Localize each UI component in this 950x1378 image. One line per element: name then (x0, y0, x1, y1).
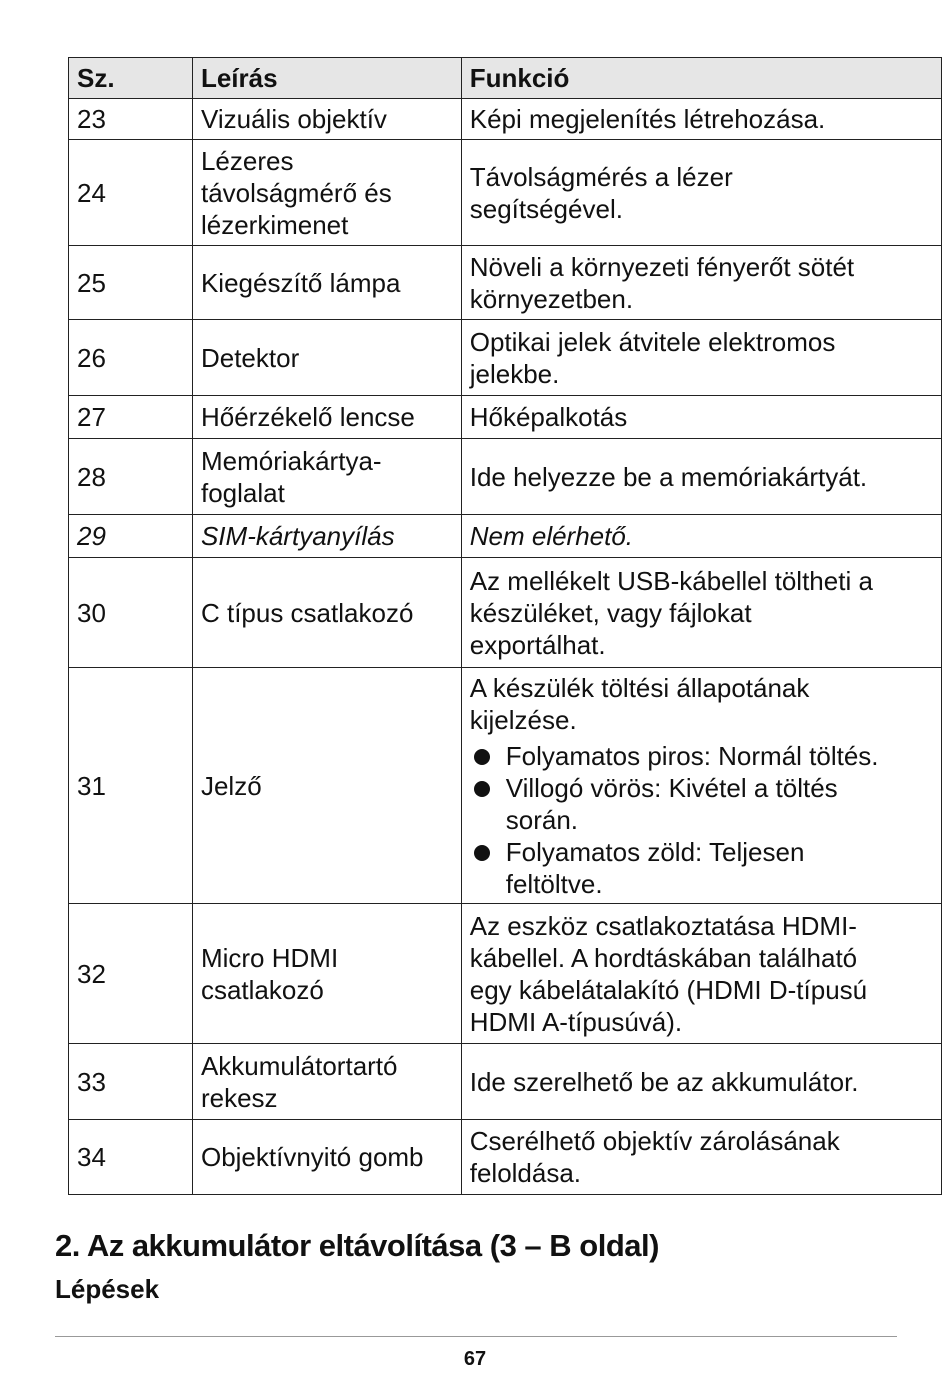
cell-number: 32 (69, 904, 193, 1044)
list-item-line: Folyamatos zöld: Teljesen (505, 836, 805, 867)
cell-number: 27 (69, 396, 193, 439)
description-line: Micro HDMI (200, 942, 339, 973)
function-line: kijelzése. (469, 704, 577, 735)
description-line: Vizuális objektív (200, 104, 387, 134)
function-line: Ide szerelhető be az akkumulátor. (469, 1066, 859, 1097)
description-line: csatlakozó (200, 974, 324, 1005)
table-row (69, 668, 942, 904)
function-line: környezetben. (469, 283, 634, 314)
description-line: távolságmérő és (200, 177, 392, 208)
function-line: HDMI A-típusúvá). (469, 1006, 683, 1037)
description-line: C típus csatlakozó (200, 597, 414, 628)
table-row (69, 99, 942, 140)
description-line: Kiegészítő lámpa (200, 267, 401, 298)
description-line: Lézeres (200, 145, 294, 176)
function-line: jelekbe. (469, 358, 560, 389)
table-row (69, 246, 942, 320)
function-line: Távolságmérés a lézer (469, 161, 733, 192)
function-line: készüléket, vagy fájlokat (469, 597, 752, 628)
description-line: Detektor (200, 342, 300, 373)
table-row (69, 558, 942, 668)
cell-description (192, 396, 461, 439)
cell-function (461, 558, 941, 668)
cell-number: 28 (69, 439, 193, 515)
cell-number: 23 (69, 99, 193, 140)
cell-number: 31 (69, 668, 193, 904)
cell-description (192, 140, 461, 246)
description-line: Objektívnyitó gomb (200, 1142, 424, 1172)
cell-function (461, 515, 941, 558)
cell-number: 25 (69, 246, 193, 320)
cell-function (461, 439, 941, 515)
cell-description (192, 668, 461, 904)
function-line: Nem elérhető. (469, 521, 634, 551)
table-row (69, 396, 942, 439)
function-line: exportálhat. (469, 629, 606, 660)
list-item (470, 772, 933, 836)
description-line: Akkumulátortartó (200, 1050, 398, 1081)
table-row (69, 140, 942, 246)
list-item (470, 836, 933, 900)
table-header-row (69, 58, 942, 99)
function-line: segítségével. (469, 193, 623, 224)
cell-description (192, 1120, 461, 1195)
table-row (69, 1044, 942, 1120)
function-line: A készülék töltési állapotának (469, 672, 810, 703)
indicator-status-list (470, 740, 933, 900)
cell-function (461, 1120, 941, 1195)
cell-function (461, 1044, 941, 1120)
cell-description (192, 558, 461, 668)
header-description: Leírás (192, 58, 461, 99)
steps-subheading: Lépések (55, 1274, 160, 1304)
table-row (69, 439, 942, 515)
function-line: Növeli a környezeti fényerőt sötét (469, 251, 855, 282)
function-line: Képi megjelenítés létrehozása. (469, 104, 826, 134)
cell-function (461, 140, 941, 246)
cell-description (192, 320, 461, 396)
function-line: Cserélhető objektív zárolásának (469, 1126, 840, 1156)
cell-function (461, 904, 941, 1044)
cell-function (461, 396, 941, 439)
cell-function (461, 99, 941, 140)
function-line: egy kábelátalakító (HDMI D-típusú (469, 974, 868, 1005)
table-body (69, 99, 942, 1195)
cell-number: 34 (69, 1120, 193, 1195)
component-table (68, 57, 942, 1195)
cell-number: 30 (69, 558, 193, 668)
function-line: Ide helyezze be a memóriakártyát. (469, 461, 868, 492)
cell-description (192, 515, 461, 558)
function-line: feloldása. (469, 1158, 582, 1188)
table-row (69, 904, 942, 1044)
function-line: Az eszköz csatlakoztatása HDMI- (469, 910, 857, 941)
description-line: Memóriakártya- (200, 445, 382, 476)
footer-divider (55, 1336, 897, 1337)
header-number: Sz. (69, 58, 193, 99)
function-line: Optikai jelek átvitele elektromos (469, 326, 836, 357)
cell-number: 26 (69, 320, 193, 396)
description-line: Jelző (200, 770, 262, 801)
cell-number: 29 (69, 515, 193, 558)
description-line: lézerkimenet (200, 209, 349, 240)
description-line: SIM-kártyanyílás (200, 521, 395, 551)
cell-function (461, 246, 941, 320)
cell-number: 24 (69, 140, 193, 246)
function-line: Hőképalkotás (469, 402, 628, 432)
list-item-line: Folyamatos piros: Normál töltés. (505, 740, 879, 771)
list-item-line: Villogó vörös: Kivétel a töltés (505, 772, 838, 803)
cell-function (461, 668, 941, 904)
cell-description (192, 246, 461, 320)
function-line: Az mellékelt USB-kábellel töltheti a (469, 565, 873, 596)
cell-description (192, 99, 461, 140)
table-row (69, 320, 942, 396)
function-line: kábellel. A hordtáskában található (469, 942, 858, 973)
table-row (69, 515, 942, 558)
cell-description (192, 439, 461, 515)
list-item (470, 740, 933, 772)
cell-description (192, 1044, 461, 1120)
section-title: 2. Az akkumulátor eltávolítása (3 – B oldal) (55, 1228, 659, 1263)
cell-number: 33 (69, 1044, 193, 1120)
list-item-line: során. (505, 804, 578, 835)
cell-description (192, 904, 461, 1044)
table-row (69, 1120, 942, 1195)
list-item-line: feltöltve. (505, 868, 603, 899)
description-line: Hőérzékelő lencse (200, 402, 415, 432)
page-number: 67 (463, 1348, 487, 1370)
header-function: Funkció (461, 58, 941, 99)
cell-function (461, 320, 941, 396)
description-line: foglalat (200, 477, 285, 508)
description-line: rekesz (200, 1082, 278, 1113)
